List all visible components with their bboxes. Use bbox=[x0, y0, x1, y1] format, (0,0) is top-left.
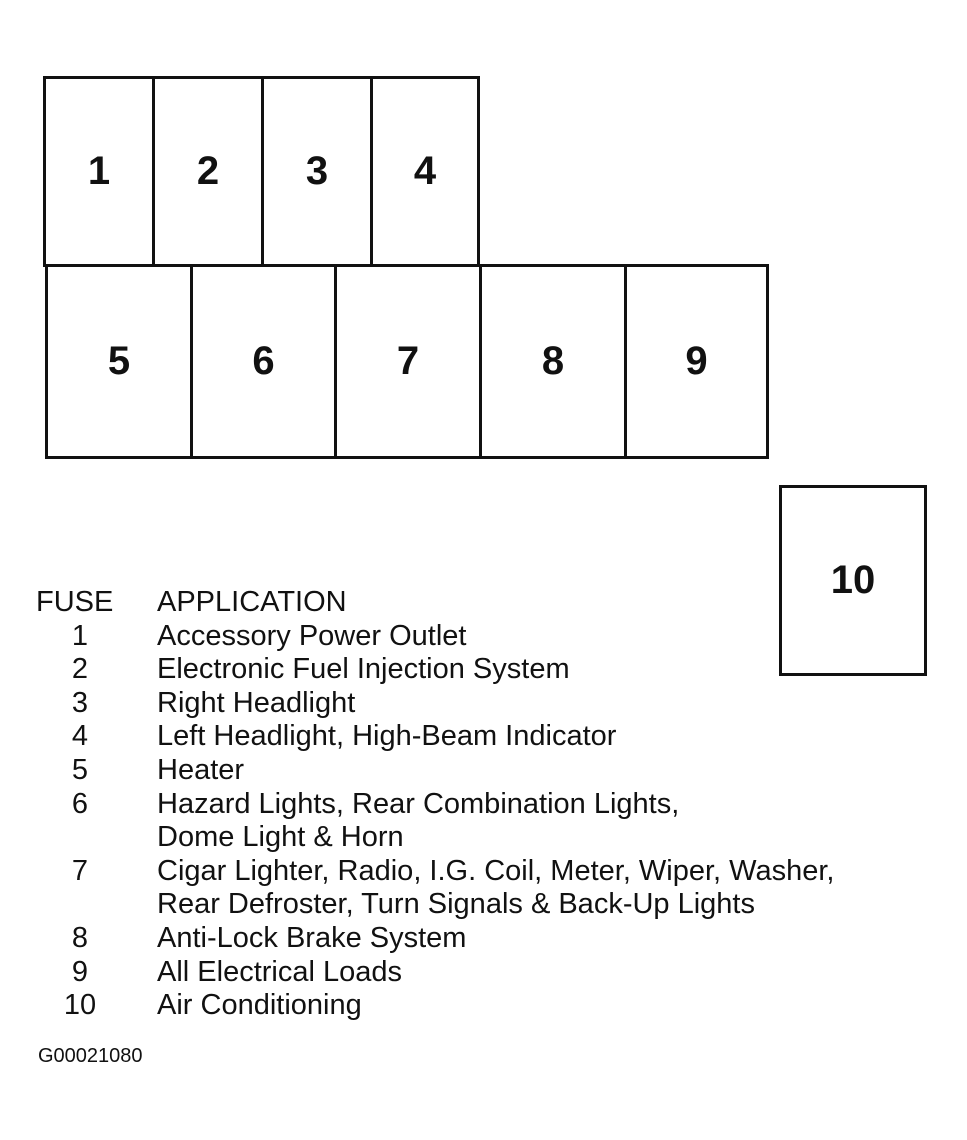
fuse-legend bbox=[36, 586, 956, 1023]
legend-row bbox=[36, 956, 956, 990]
legend-header-application: APPLICATION bbox=[157, 586, 347, 618]
legend-application: Heater bbox=[157, 753, 245, 786]
legend-fuse-number: 10 bbox=[63, 989, 97, 1022]
legend-fuse-number: 9 bbox=[71, 955, 89, 988]
legend-fuse-number: 5 bbox=[71, 753, 89, 786]
legend-application: Cigar Lighter, Radio, I.G. Coil, Meter, Wiper, Washer, bbox=[157, 854, 835, 887]
legend-header-row bbox=[36, 586, 956, 620]
fuse-4: 4 bbox=[370, 76, 480, 267]
figure-id: G00021080 bbox=[38, 1045, 143, 1067]
fuse-1: 1 bbox=[43, 76, 155, 267]
legend-row bbox=[36, 754, 956, 788]
fuse-5: 5 bbox=[45, 264, 193, 459]
legend-application-continued: Dome Light & Horn bbox=[157, 821, 404, 854]
fuse-2: 2 bbox=[152, 76, 264, 267]
fuse-6: 6 bbox=[190, 264, 337, 459]
legend-application: Accessory Power Outlet bbox=[157, 619, 467, 652]
legend-application: Left Headlight, High-Beam Indicator bbox=[157, 720, 617, 753]
legend-application: Hazard Lights, Rear Combination Lights, bbox=[157, 787, 680, 820]
legend-fuse-number: 4 bbox=[71, 720, 89, 753]
fuse-7: 7 bbox=[334, 264, 482, 459]
legend-fuse-number: 3 bbox=[71, 686, 89, 719]
legend-application: Air Conditioning bbox=[157, 989, 362, 1022]
legend-header-fuse: FUSE bbox=[36, 586, 114, 618]
fuse-8: 8 bbox=[479, 264, 627, 459]
legend-row bbox=[36, 653, 956, 687]
legend-row bbox=[36, 687, 956, 721]
legend-application: Electronic Fuel Injection System bbox=[157, 653, 570, 686]
legend-fuse-number: 1 bbox=[71, 619, 89, 652]
legend-application-continued: Rear Defroster, Turn Signals & Back-Up Lights bbox=[157, 888, 755, 921]
legend-row-continuation bbox=[36, 888, 956, 922]
legend-row bbox=[36, 620, 956, 654]
legend-fuse-number: 6 bbox=[71, 787, 89, 820]
legend-fuse-number: 8 bbox=[71, 921, 89, 954]
legend-row bbox=[36, 922, 956, 956]
legend-row bbox=[36, 855, 956, 889]
fuse-3: 3 bbox=[261, 76, 373, 267]
legend-row bbox=[36, 720, 956, 754]
legend-row-continuation bbox=[36, 821, 956, 855]
legend-application: Anti-Lock Brake System bbox=[157, 921, 467, 954]
fuse-10: 10 bbox=[779, 485, 927, 676]
legend-row bbox=[36, 788, 956, 822]
legend-row bbox=[36, 989, 956, 1023]
legend-application: All Electrical Loads bbox=[157, 955, 402, 988]
fuse-9: 9 bbox=[624, 264, 769, 459]
legend-fuse-number: 7 bbox=[71, 854, 89, 887]
legend-application: Right Headlight bbox=[157, 686, 356, 719]
legend-fuse-number: 2 bbox=[71, 653, 89, 686]
